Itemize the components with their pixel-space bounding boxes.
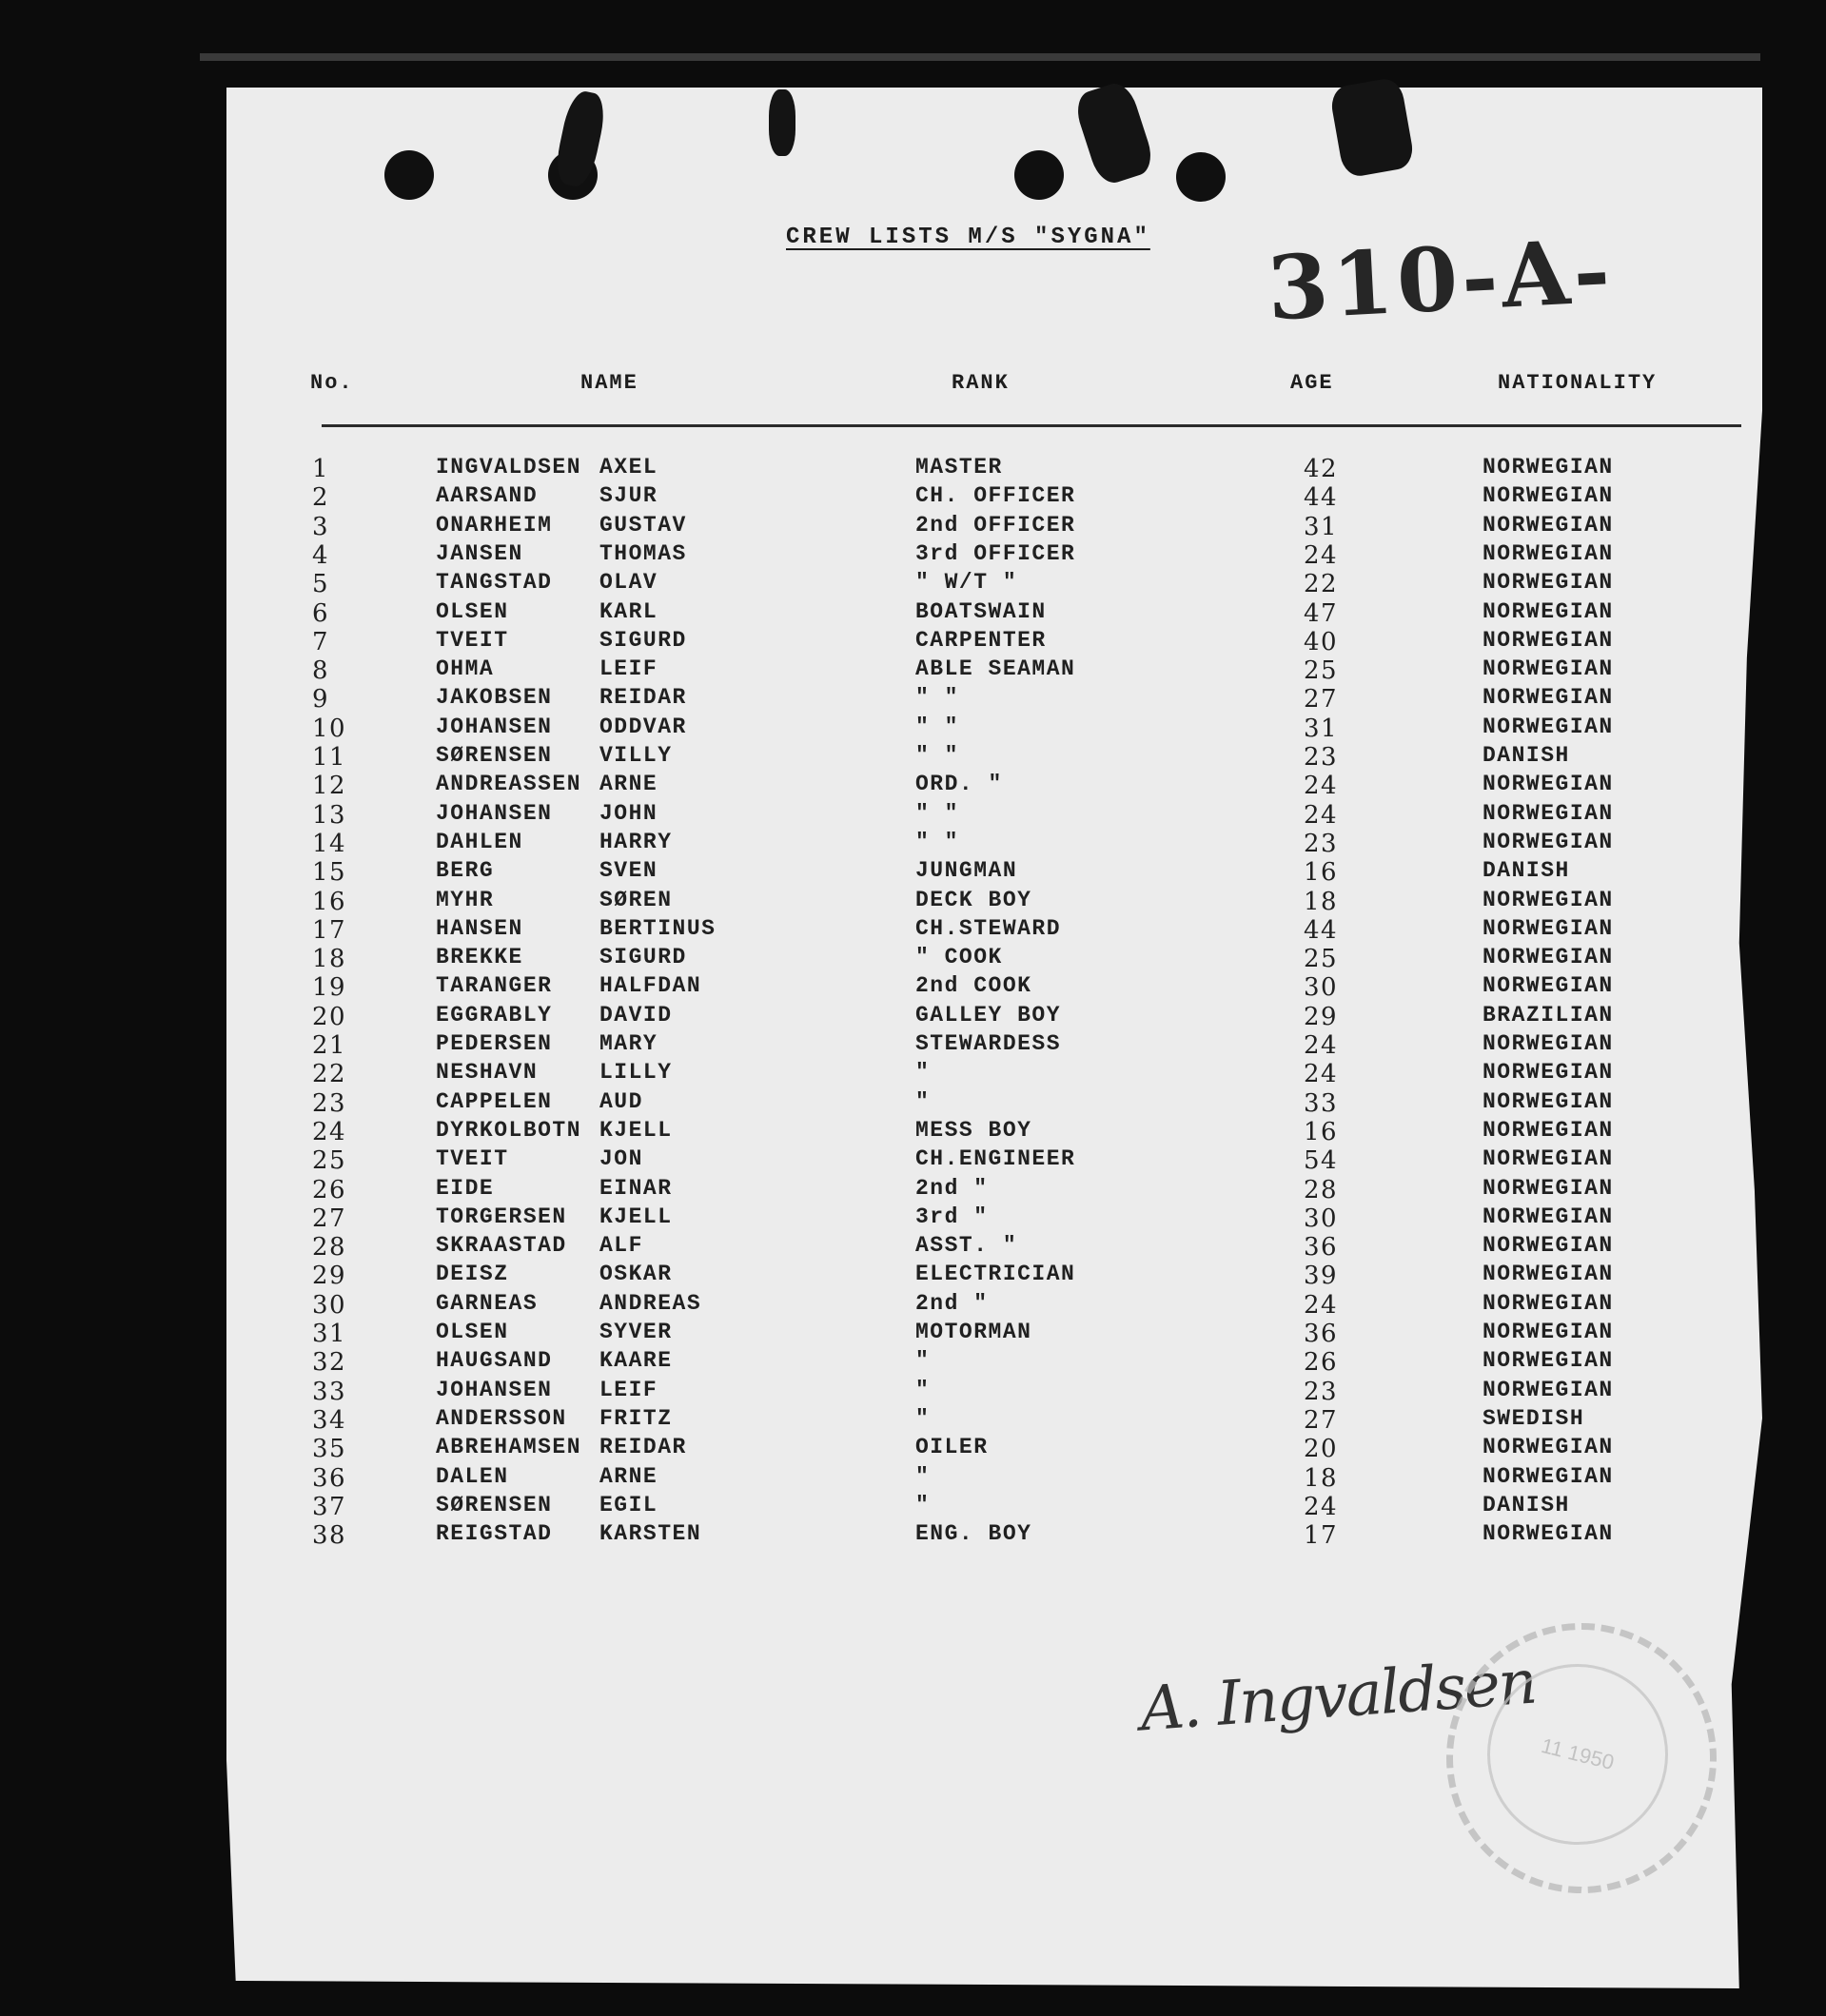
crew-surname: REIGSTAD <box>436 1521 553 1547</box>
crew-first-name: HALFDAN <box>599 973 702 999</box>
crew-nationality: NORWEGIAN <box>1482 570 1614 596</box>
punch-hole <box>1176 152 1226 202</box>
crew-number: 15 <box>312 858 347 888</box>
crew-first-name: GUSTAV <box>599 512 687 538</box>
crew-nationality: NORWEGIAN <box>1482 800 1614 826</box>
crew-age: 31 <box>1304 714 1339 743</box>
crew-first-name: SIGURD <box>599 627 687 653</box>
crew-first-name: SVEN <box>599 858 658 884</box>
table-row <box>0 772 1826 800</box>
crew-first-name: FRITZ <box>599 1405 673 1431</box>
crew-rank: 2nd OFFICER <box>915 512 1076 538</box>
crew-first-name: OSKAR <box>599 1262 673 1287</box>
crew-nationality: NORWEGIAN <box>1482 714 1614 739</box>
crew-rank: STEWARDESS <box>915 1031 1062 1056</box>
crew-surname: JAKOBSEN <box>436 685 553 711</box>
crew-rank: CH.ENGINEER <box>915 1146 1076 1172</box>
crew-number: 3 <box>312 512 330 541</box>
crew-nationality: NORWEGIAN <box>1482 1146 1614 1172</box>
crew-surname: HAUGSAND <box>436 1348 553 1374</box>
crew-rank: OILER <box>915 1435 989 1460</box>
crew-nationality: NORWEGIAN <box>1482 1290 1614 1316</box>
crew-number: 31 <box>312 1320 347 1348</box>
crew-rank: " " <box>915 829 959 854</box>
table-row <box>0 455 1826 483</box>
crew-age: 36 <box>1304 1320 1339 1348</box>
crew-nationality: NORWEGIAN <box>1482 915 1614 941</box>
crew-age: 54 <box>1304 1146 1339 1176</box>
crew-nationality: DANISH <box>1482 858 1570 884</box>
crew-nationality: NORWEGIAN <box>1482 1117 1614 1143</box>
crew-nationality: DANISH <box>1482 1492 1570 1517</box>
table-row <box>0 1378 1826 1406</box>
crew-number: 23 <box>312 1088 347 1118</box>
scan-top-edge <box>200 53 1760 61</box>
crew-number: 34 <box>312 1405 347 1435</box>
crew-surname: DAHLEN <box>436 829 523 854</box>
crew-surname: SØRENSEN <box>436 743 553 768</box>
stamp-date: 11 1950 <box>1539 1732 1617 1775</box>
crew-number: 14 <box>312 829 347 858</box>
crew-number: 21 <box>312 1031 347 1060</box>
crew-nationality: NORWEGIAN <box>1482 973 1614 999</box>
crew-surname: OLSEN <box>436 598 509 624</box>
crew-age: 47 <box>1304 598 1339 628</box>
table-row <box>0 1204 1826 1233</box>
crew-age: 42 <box>1304 455 1339 483</box>
crew-first-name: HARRY <box>599 829 673 854</box>
crew-nationality: NORWEGIAN <box>1482 1320 1614 1344</box>
crew-first-name: SIGURD <box>599 945 687 970</box>
crew-rank: " <box>915 1492 931 1517</box>
crew-number: 17 <box>312 915 347 945</box>
crew-surname: INGVALDSEN <box>436 455 582 480</box>
crew-number: 2 <box>312 483 330 513</box>
crew-age: 23 <box>1304 743 1339 772</box>
crew-nationality: NORWEGIAN <box>1482 1377 1614 1402</box>
header-no: No. <box>310 371 354 395</box>
crew-nationality: NORWEGIAN <box>1482 627 1614 653</box>
crew-number: 10 <box>312 714 347 743</box>
crew-surname: ANDREASSEN <box>436 772 582 797</box>
crew-nationality: NORWEGIAN <box>1482 1060 1614 1086</box>
crew-rank: GALLEY BOY <box>915 1002 1062 1028</box>
table-row <box>0 656 1826 685</box>
crew-rank: 3rd " <box>915 1204 989 1229</box>
crew-surname: CAPPELEN <box>436 1088 553 1114</box>
crew-rank: " <box>915 1463 931 1489</box>
table-row <box>0 599 1826 628</box>
table-row <box>0 1176 1826 1204</box>
table-row <box>0 973 1826 1002</box>
table-row <box>0 888 1826 916</box>
crew-surname: BERG <box>436 858 495 884</box>
crew-nationality: NORWEGIAN <box>1482 685 1614 711</box>
crew-surname: TORGERSEN <box>436 1204 567 1229</box>
table-row <box>0 1233 1826 1262</box>
table-row <box>0 1521 1826 1550</box>
crew-rank: ABLE SEAMAN <box>915 656 1076 682</box>
crew-nationality: NORWEGIAN <box>1482 1031 1614 1056</box>
crew-age: 16 <box>1304 858 1339 888</box>
crew-nationality: NORWEGIAN <box>1482 945 1614 970</box>
crew-age: 33 <box>1304 1088 1339 1118</box>
crew-first-name: BERTINUS <box>599 915 717 941</box>
crew-rank: " <box>915 1348 931 1374</box>
table-row <box>0 1464 1826 1493</box>
crew-age: 40 <box>1304 627 1339 656</box>
table-row <box>0 483 1826 512</box>
crew-nationality: SWEDISH <box>1482 1405 1585 1431</box>
crew-number: 25 <box>312 1146 347 1176</box>
crew-number: 24 <box>312 1117 347 1146</box>
table-row <box>0 1146 1826 1175</box>
crew-surname: TVEIT <box>436 1146 509 1172</box>
crew-nationality: NORWEGIAN <box>1482 1348 1614 1374</box>
crew-surname: HANSEN <box>436 915 523 941</box>
crew-nationality: NORWEGIAN <box>1482 772 1614 797</box>
crew-rank: MOTORMAN <box>915 1320 1032 1344</box>
crew-nationality: BRAZILIAN <box>1482 1002 1614 1028</box>
crew-first-name: ANDREAS <box>599 1290 702 1316</box>
table-row <box>0 685 1826 714</box>
table-row <box>0 801 1826 830</box>
crew-rank: " " <box>915 800 959 826</box>
punch-hole <box>384 150 434 200</box>
crew-first-name: SØREN <box>599 887 673 912</box>
crew-age: 27 <box>1304 1405 1339 1435</box>
crew-age: 24 <box>1304 1290 1339 1320</box>
crew-first-name: SJUR <box>599 483 658 509</box>
crew-nationality: NORWEGIAN <box>1482 1233 1614 1259</box>
crew-first-name: EINAR <box>599 1175 673 1201</box>
crew-surname: ANDERSSON <box>436 1405 567 1431</box>
crew-rank: 2nd " <box>915 1290 989 1316</box>
header-name: NAME <box>580 371 638 395</box>
crew-nationality: NORWEGIAN <box>1482 1521 1614 1547</box>
crew-first-name: KARL <box>599 598 658 624</box>
crew-rank: 2nd COOK <box>915 973 1032 999</box>
official-stamp <box>1446 1623 1717 1893</box>
crew-age: 24 <box>1304 1031 1339 1060</box>
crew-first-name: JON <box>599 1146 643 1172</box>
crew-nationality: NORWEGIAN <box>1482 656 1614 682</box>
crew-age: 36 <box>1304 1233 1339 1262</box>
crew-rank: DECK BOY <box>915 887 1032 912</box>
crew-number: 20 <box>312 1002 347 1031</box>
table-row <box>0 830 1826 858</box>
crew-rank: CH.STEWARD <box>915 915 1062 941</box>
crew-surname: TVEIT <box>436 627 509 653</box>
crew-rank: " <box>915 1060 931 1086</box>
crew-age: 16 <box>1304 1117 1339 1146</box>
crew-surname: JOHANSEN <box>436 714 553 739</box>
crew-rank: " <box>915 1377 931 1402</box>
table-row <box>0 1493 1826 1521</box>
crew-surname: TANGSTAD <box>436 570 553 596</box>
header-age: AGE <box>1290 371 1334 395</box>
crew-surname: DYRKOLBOTN <box>436 1117 582 1143</box>
table-row <box>0 945 1826 973</box>
table-row <box>0 541 1826 570</box>
table-row <box>0 1262 1826 1290</box>
crew-age: 23 <box>1304 829 1339 858</box>
crew-surname: AARSAND <box>436 483 539 509</box>
crew-number: 7 <box>312 627 330 656</box>
crew-first-name: LILLY <box>599 1060 673 1086</box>
table-row <box>0 1406 1826 1435</box>
crew-age: 30 <box>1304 1204 1339 1233</box>
crew-nationality: NORWEGIAN <box>1482 1204 1614 1229</box>
crew-number: 37 <box>312 1492 347 1521</box>
crew-first-name: ARNE <box>599 772 658 797</box>
crew-age: 26 <box>1304 1348 1339 1378</box>
crew-rank: " " <box>915 714 959 739</box>
crew-nationality: NORWEGIAN <box>1482 455 1614 480</box>
crew-number: 4 <box>312 540 330 570</box>
crew-nationality: NORWEGIAN <box>1482 1463 1614 1489</box>
crew-number: 33 <box>312 1377 347 1406</box>
crew-rank: " " <box>915 743 959 768</box>
table-row <box>0 743 1826 772</box>
table-row <box>0 1435 1826 1463</box>
crew-surname: PEDERSEN <box>436 1031 553 1056</box>
crew-nationality: NORWEGIAN <box>1482 829 1614 854</box>
crew-nationality: NORWEGIAN <box>1482 540 1614 566</box>
crew-rank: " COOK <box>915 945 1003 970</box>
crew-first-name: SYVER <box>599 1320 673 1344</box>
master-signature: A. Ingvaldsen <box>1137 1647 1539 1746</box>
crew-age: 20 <box>1304 1435 1339 1464</box>
crew-surname: DALEN <box>436 1463 509 1489</box>
crew-first-name: LEIF <box>599 1377 658 1402</box>
crew-age: 18 <box>1304 1463 1339 1493</box>
crew-number: 19 <box>312 973 347 1003</box>
table-row <box>0 1089 1826 1118</box>
crew-first-name: ALF <box>599 1233 643 1259</box>
crew-first-name: MARY <box>599 1031 658 1056</box>
crew-first-name: VILLY <box>599 743 673 768</box>
crew-rank: 3rd OFFICER <box>915 540 1076 566</box>
crew-number: 8 <box>312 656 330 686</box>
crew-rank: ASST. " <box>915 1233 1018 1259</box>
crew-age: 18 <box>1304 887 1339 916</box>
header-rank: RANK <box>952 371 1010 395</box>
crew-age: 31 <box>1304 512 1339 541</box>
table-row <box>0 1118 1826 1146</box>
crew-surname: JANSEN <box>436 540 523 566</box>
crew-number: 30 <box>312 1290 347 1320</box>
crew-rank: MASTER <box>915 455 1003 480</box>
crew-first-name: THOMAS <box>599 540 687 566</box>
crew-rank: 2nd " <box>915 1175 989 1201</box>
crew-rank: BOATSWAIN <box>915 598 1047 624</box>
crew-number: 11 <box>312 743 347 772</box>
crew-nationality: NORWEGIAN <box>1482 512 1614 538</box>
crew-rank: " <box>915 1405 931 1431</box>
crew-rank: " W/T " <box>915 570 1018 596</box>
crew-surname: TARANGER <box>436 973 553 999</box>
crew-age: 25 <box>1304 656 1339 686</box>
crew-nationality: NORWEGIAN <box>1482 483 1614 509</box>
crew-number: 6 <box>312 598 330 628</box>
crew-number: 32 <box>312 1348 347 1378</box>
crew-nationality: NORWEGIAN <box>1482 1262 1614 1287</box>
table-row <box>0 1031 1826 1060</box>
crew-first-name: DAVID <box>599 1002 673 1028</box>
crew-first-name: ARNE <box>599 1463 658 1489</box>
paper-tear <box>769 89 795 156</box>
table-row <box>0 858 1826 887</box>
crew-rank: JUNGMAN <box>915 858 1018 884</box>
crew-age: 24 <box>1304 1060 1339 1089</box>
crew-surname: JOHANSEN <box>436 800 553 826</box>
crew-rank: ORD. " <box>915 772 1003 797</box>
crew-rank: MESS BOY <box>915 1117 1032 1143</box>
table-row <box>0 1320 1826 1348</box>
crew-age: 27 <box>1304 685 1339 714</box>
crew-nationality: NORWEGIAN <box>1482 598 1614 624</box>
crew-first-name: REIDAR <box>599 1435 687 1460</box>
crew-first-name: AUD <box>599 1088 643 1114</box>
crew-surname: NESHAVN <box>436 1060 539 1086</box>
crew-age: 17 <box>1304 1521 1339 1551</box>
crew-nationality: NORWEGIAN <box>1482 887 1614 912</box>
crew-first-name: JOHN <box>599 800 658 826</box>
crew-nationality: NORWEGIAN <box>1482 1088 1614 1114</box>
table-row <box>0 570 1826 598</box>
crew-surname: ABREHAMSEN <box>436 1435 582 1460</box>
crew-age: 25 <box>1304 945 1339 974</box>
table-row <box>0 714 1826 743</box>
crew-number: 38 <box>312 1521 347 1551</box>
header-rule <box>322 424 1741 427</box>
crew-age: 24 <box>1304 1492 1339 1521</box>
crew-number: 27 <box>312 1204 347 1233</box>
crew-rank: ELECTRICIAN <box>915 1262 1076 1287</box>
crew-rank: " " <box>915 685 959 711</box>
crew-surname: JOHANSEN <box>436 1377 553 1402</box>
crew-rank: ENG. BOY <box>915 1521 1032 1547</box>
crew-age: 44 <box>1304 483 1339 513</box>
crew-age: 30 <box>1304 973 1339 1003</box>
crew-rank: CARPENTER <box>915 627 1047 653</box>
crew-first-name: REIDAR <box>599 685 687 711</box>
crew-number: 18 <box>312 945 347 974</box>
crew-number: 13 <box>312 800 347 830</box>
crew-number: 1 <box>312 455 330 483</box>
crew-surname: SKRAASTAD <box>436 1233 567 1259</box>
crew-surname: MYHR <box>436 887 495 912</box>
crew-number: 16 <box>312 887 347 916</box>
crew-surname: EGGRABLY <box>436 1002 553 1028</box>
crew-surname: OLSEN <box>436 1320 509 1344</box>
crew-age: 24 <box>1304 540 1339 570</box>
crew-number: 12 <box>312 772 347 801</box>
table-row <box>0 628 1826 656</box>
crew-first-name: AXEL <box>599 455 658 480</box>
table-row <box>0 916 1826 945</box>
crew-number: 36 <box>312 1463 347 1493</box>
crew-age: 29 <box>1304 1002 1339 1031</box>
crew-rank: CH. OFFICER <box>915 483 1076 509</box>
crew-surname: OHMA <box>436 656 495 682</box>
crew-first-name: KARSTEN <box>599 1521 702 1547</box>
crew-number: 28 <box>312 1233 347 1262</box>
reference-mark: 310-A- <box>1265 219 1617 341</box>
crew-age: 28 <box>1304 1175 1339 1204</box>
crew-first-name: EGIL <box>599 1492 658 1517</box>
table-row <box>0 1348 1826 1377</box>
crew-surname: GARNEAS <box>436 1290 539 1316</box>
crew-first-name: KJELL <box>599 1204 673 1229</box>
crew-nationality: DANISH <box>1482 743 1570 768</box>
crew-age: 23 <box>1304 1377 1339 1406</box>
crew-nationality: NORWEGIAN <box>1482 1435 1614 1460</box>
crew-surname: ONARHEIM <box>436 512 553 538</box>
crew-rank: " <box>915 1088 931 1114</box>
table-row <box>0 1060 1826 1088</box>
table-row <box>0 1291 1826 1320</box>
crew-first-name: ODDVAR <box>599 714 687 739</box>
page-title: CREW LISTS M/S "SYGNA" <box>786 225 1150 250</box>
crew-number: 26 <box>312 1175 347 1204</box>
crew-surname: SØRENSEN <box>436 1492 553 1517</box>
table-row <box>0 1003 1826 1031</box>
crew-number: 22 <box>312 1060 347 1089</box>
crew-surname: EIDE <box>436 1175 495 1201</box>
crew-age: 39 <box>1304 1262 1339 1291</box>
punch-hole <box>1014 150 1064 200</box>
crew-first-name: OLAV <box>599 570 658 596</box>
crew-first-name: LEIF <box>599 656 658 682</box>
crew-first-name: KAARE <box>599 1348 673 1374</box>
crew-number: 35 <box>312 1435 347 1464</box>
crew-age: 44 <box>1304 915 1339 945</box>
crew-age: 22 <box>1304 570 1339 599</box>
crew-first-name: KJELL <box>599 1117 673 1143</box>
crew-number: 9 <box>312 685 330 714</box>
crew-surname: BREKKE <box>436 945 523 970</box>
header-nationality: NATIONALITY <box>1498 371 1658 395</box>
crew-nationality: NORWEGIAN <box>1482 1175 1614 1201</box>
crew-surname: DEISZ <box>436 1262 509 1287</box>
crew-number: 5 <box>312 570 330 599</box>
crew-age: 24 <box>1304 800 1339 830</box>
crew-number: 29 <box>312 1262 347 1291</box>
crew-age: 24 <box>1304 772 1339 801</box>
table-row <box>0 513 1826 541</box>
